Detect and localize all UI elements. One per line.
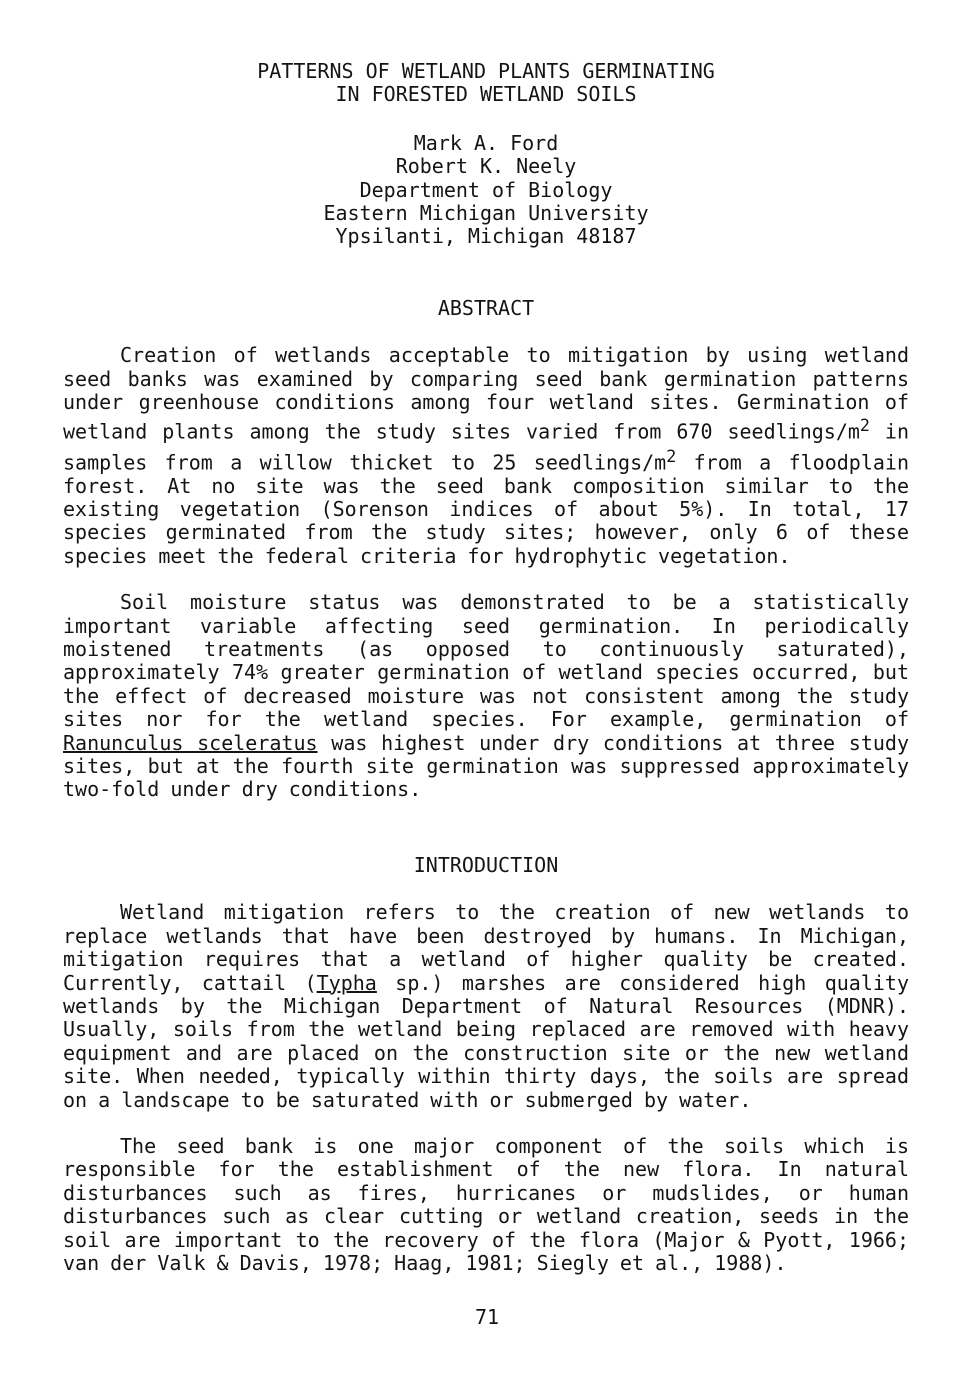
abstract-p1-text-a: Creation of wetlands acceptable to mitigation by using wetland seed banks was examined by comparing seed bank germination patterns under greenhouse conditions among four wetland sites. Germination of wetland plants among the study sites varied from 670 seedlings/m: [63, 343, 909, 445]
superscript-2: 2: [666, 446, 677, 466]
author-block: Mark A. Ford Robert K. Neely Department of Biology Eastern Michigan University Ypsilanti, Michigan 48187: [323, 130, 649, 249]
intro-p1-text-b: sp.) marshes are considered high quality wetlands by the Michigan Department of Natural Resources (MDNR). Usually, soils from the wetland being replaced are removed with heavy equipment and are placed on the construction site or the new wetland site. When needed, typically within thirty days, the soils are spread on a landscape to be saturated with or submerged by water.: [63, 970, 909, 1112]
page-content: [63, 60, 909, 1275]
introduction-paragraph-2: The seed bank is one major component of the soils which is responsible for the establishment of the new flora. In natural disturbances such as fires, hurricanes or mudslides, or human disturbances such as clear cutting or wetland creation, seeds in the soil are important to the recovery of the flora (Major & Pyott, 1966; van der Valk & Davis, 1978; Haag, 1981; Siegly et al., 1988).: [63, 1133, 909, 1275]
page-number: 71: [474, 1305, 500, 1329]
genus-name: Typha: [316, 970, 377, 995]
superscript-2: 2: [859, 416, 870, 436]
abstract-p2-text-b: was highest under dry conditions at three study sites, but at the fourth site germination was suppressed approximately two-fold under dry conditions.: [63, 730, 909, 802]
abstract-heading: ABSTRACT: [437, 295, 535, 320]
abstract-p1-text-b: in samples from a willow thicket to 25 seedlings/m: [63, 420, 909, 475]
intro-p1-text-a: Wetland mitigation refers to the creation of new wetlands to replace wetlands that have been destroyed by humans. In Michigan, mitigation requires that a wetland of higher quality be created. Currently, cattail (: [63, 900, 909, 995]
abstract-paragraph-2: [63, 591, 909, 802]
introduction-heading: INTRODUCTION: [413, 852, 559, 877]
abstract-paragraph-1: [63, 344, 909, 568]
introduction-paragraph-1: [63, 901, 909, 1112]
abstract-p1-text-c: from a floodplain forest. At no site was the seed bank composition similar to the existing vegetation (Sorenson indices of about 5%). In total, 17 species germinated from the study sites; however, only 6 of these species meet the federal criteria for hydrophytic vegetation.: [63, 450, 909, 568]
abstract-p2-text-a: Soil moisture status was demonstrated to be a statistically important variable affecting seed germination. In periodically moistened treatments (as opposed to continuously saturated), approximately 74% greater germination of wetland species occurred, but the effect of decreased moisture was not consistent among the study sites nor for the wetland species. For example, germination of: [63, 590, 909, 732]
species-name: Ranunculus sceleratus: [63, 730, 318, 755]
paper-title: PATTERNS OF WETLAND PLANTS GERMINATING IN FORESTED WETLAND SOILS: [257, 59, 715, 107]
